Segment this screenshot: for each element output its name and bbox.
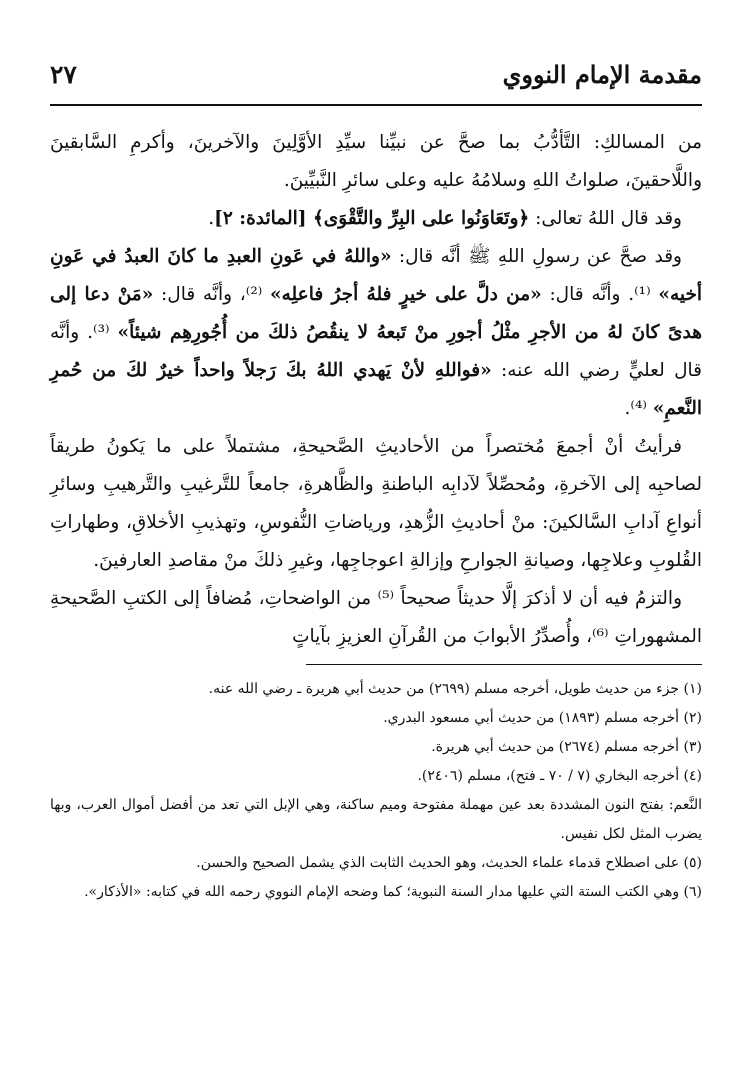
main-text <box>50 124 702 656</box>
hadith-1: «واللهُ في عَونِ العبدِ ما كانَ العبدُ في عَونِ أخيه» <box>50 246 703 305</box>
paragraph-3-mid2: ⁽²⁾، وأنَّه قال: <box>153 284 271 305</box>
paragraph-3-mid3: ⁽³⁾. وأنَّه قال لعليٍّ رضي الله عنه: <box>50 322 702 381</box>
paragraph-1: من المسالكِ: التَّأدُّبُ بما صحَّ عن نبيِّنا سيِّدِ الأوَّلِينَ والآخرينَ، وأكرمِ السَّابقينَ واللَّاحقينَ، صلواتُ اللهِ وسلامُهُ عليه وعلى سائرِ النَّبيِّينَ. <box>50 132 702 191</box>
paragraph-2 <box>50 200 702 238</box>
footnote-divider <box>306 664 702 665</box>
footnote-5: (٥) على اصطلاح قدماء علماء الحديث، وهو الحديث الثابت الذي يشمل الصحيح والحسن. <box>196 855 702 871</box>
footnotes <box>50 675 702 907</box>
footnote-4-gloss: النَّعم: بفتح النون المشددة بعد عين مهملة مفتوحة وميم ساكنة، وهي الإبل التي تعد من أفضل أموال العرب، وبها يضرب المثل لكل نفيس. <box>50 797 702 842</box>
page-header <box>50 58 702 106</box>
paragraph-3-lead: وقد صحَّ عن رسولِ اللهِ ﷺ أنَّه قال: <box>391 246 682 267</box>
paragraph-3-tail: ⁽⁴⁾. <box>624 398 653 419</box>
paragraph-5: والتزمُ فيه أن لا أذكرَ إلَّا حديثاً صحيحاً ⁽⁵⁾ من الواضحاتِ، مُضافاً إلى الكتبِ الصَّحيحةِ المشهوراتِ ⁽⁶⁾، وأُصدِّرُ الأبوابَ من القُرآنِ العزيزِ بآياتٍ <box>50 588 702 647</box>
paragraph-3 <box>50 238 702 428</box>
footnote-1: (١) جزء من حديث طويل، أخرجه مسلم (٢٦٩٩) من حديث أبي هريرة ـ رضي الله عنه. <box>208 681 702 697</box>
hadith-3: «مَنْ دعا إلى هدىً كانَ لهُ من الأجرِ مثْلُ أجورِ منْ تَبعهُ لا ينقُصُ ذلكَ من أُجُورِهِم شيئاً» <box>50 284 702 343</box>
footnote-3: (٣) أخرجه مسلم (٢٦٧٤) من حديث أبي هريرة. <box>431 739 702 755</box>
quran-verse: ﴿وتَعَاوَنُوا على البِرِّ والتَّقْوَى﴾ [المائدة: ٢] <box>214 208 530 229</box>
running-title: مقدمة الإمام النووي <box>502 60 702 89</box>
paragraph-3-mid1: ⁽¹⁾. وأنَّه قال: <box>541 284 659 305</box>
book-page <box>50 58 702 1058</box>
paragraph-4: فرأيتُ أنْ أجمعَ مُختصراً من الأحاديثِ الصَّحيحةِ، مشتملاً على ما يَكونُ طريقاً لصاحبِه إلى الآخرةِ، ومُحصِّلاً لآدابِه الباطنةِ والظَّاهرةِ، جامعاً للتَّرغيبِ والتَّرهيبِ وسائرِ أنواعِ آدابِ السَّالكينَ: منْ أحاديثِ الزُّهدِ، ورياضاتِ النُّفوسِ، وتهذيبِ الأخلاقِ، وطهاراتِ القُلوبِ وعلاجِها، وصيانةِ الجوارحِ وإزالةِ اعوجاجِها، وغيرِ ذلكَ منْ مقاصدِ العارفينَ. <box>50 436 702 571</box>
hadith-2: «من دلَّ على خيرٍ فلهُ أجرُ فاعلِه» <box>270 284 542 305</box>
paragraph-2-tail: . <box>208 208 215 229</box>
footnote-2: (٢) أخرجه مسلم (١٨٩٣) من حديث أبي مسعود البدري. <box>383 710 702 726</box>
footnote-6: (٦) وهي الكتب الستة التي عليها مدار السنة النبوية؛ كما وضحه الإمام النووي رحمه الله في كتابه: «الأذكار». <box>84 884 702 900</box>
footnote-4: (٤) أخرجه البخاري (٧ / ٧٠ ـ فتح)، مسلم (٢٤٠٦). <box>417 768 702 784</box>
page-number: ٢٧ <box>50 60 77 89</box>
paragraph-2-lead: وقد قال اللهُ تعالى: <box>529 208 682 229</box>
hadith-4: «فواللهِ لأنْ يَهدي اللهُ بكَ رَجلاً واحداً خيرٌ لكَ من حُمرِ النَّعمِ» <box>50 360 702 419</box>
